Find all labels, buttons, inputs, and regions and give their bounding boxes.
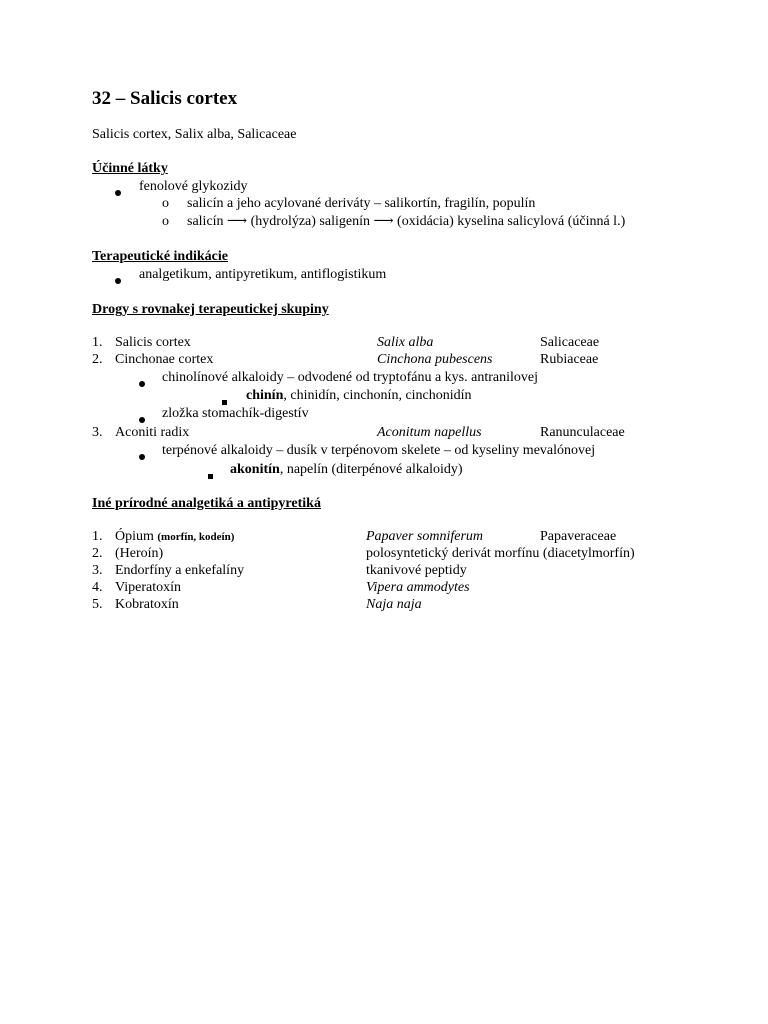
section-heading-indications: Terapeutické indikácie — [92, 249, 228, 264]
substance-source: tkanivové peptidy — [366, 563, 467, 578]
list-item — [230, 461, 463, 478]
list-item: zložka stomachík-digestív — [162, 406, 309, 421]
bullet-icon — [115, 184, 121, 201]
row-number: 4. — [92, 580, 103, 595]
alkaloid-name: akonitín — [230, 462, 280, 477]
substance-label: Ópium — [115, 529, 154, 544]
drug-name: Cinchonae cortex — [115, 352, 214, 367]
circle-bullet-icon: o — [162, 196, 169, 211]
substance-source: Vipera ammodytes — [366, 580, 470, 595]
substance-note: (morfín, kodeín) — [157, 531, 235, 543]
substance-name: Viperatoxín — [115, 580, 182, 595]
plant-name: Cinchona pubescens — [377, 352, 493, 367]
row-number: 1. — [92, 335, 103, 350]
substance-name: (Heroín) — [115, 546, 164, 561]
drug-name: Salicis cortex — [115, 335, 191, 350]
substance-name — [115, 528, 234, 546]
alkaloid-rest: , chinidín, cinchonín, cinchonidín — [283, 388, 472, 403]
document-subtitle: Salicis cortex, Salix alba, Salicaceae — [92, 127, 297, 142]
bullet-icon — [139, 448, 145, 465]
family-name: Ranunculaceae — [540, 425, 625, 440]
alkaloid-name: chinín — [246, 388, 284, 403]
plant-name: Salix alba — [377, 335, 434, 350]
drug-name: Aconiti radix — [115, 425, 190, 440]
section-heading-same-group-drugs: Drogy s rovnakej terapeutickej skupiny — [92, 302, 329, 317]
alkaloid-rest: , napelín (diterpénové alkaloidy) — [279, 462, 463, 477]
substance-source: Naja naja — [366, 597, 422, 612]
section-heading-active-substances: Účinné látky — [92, 161, 168, 176]
list-item: salicín a jeho acylované deriváty – salikortín, fragilín, populín — [187, 196, 536, 211]
substance-name: Kobratoxín — [115, 597, 179, 612]
row-number: 3. — [92, 563, 103, 578]
row-number: 2. — [92, 546, 103, 561]
list-item — [246, 387, 472, 404]
list-item: terpénové alkaloidy – dusík v terpénovom skelete – od kyseliny mevalónovej — [162, 443, 596, 458]
row-number: 2. — [92, 352, 103, 367]
list-item: chinolínové alkaloidy – odvodené od tryptofánu a kys. antranilovej — [162, 370, 538, 385]
row-number: 5. — [92, 597, 103, 612]
document-title: 32 – Salicis cortex — [92, 88, 238, 109]
list-item: fenolové glykozidy — [139, 179, 248, 194]
plant-name: Aconitum napellus — [377, 425, 482, 440]
family-name: Papaveraceae — [540, 529, 617, 544]
family-name: Rubiaceae — [540, 352, 599, 367]
square-bullet-icon — [208, 467, 213, 484]
row-number: 1. — [92, 529, 103, 544]
list-item: analgetikum, antipyretikum, antiflogistikum — [139, 267, 387, 282]
family-name: Salicaceae — [540, 335, 600, 350]
substance-source: polosyntetický derivát morfínu (diacetylmorfín) — [366, 546, 635, 561]
list-item: salicín ⟶ (hydrolýza) saligenín ⟶ (oxidácia) kyselina salicylová (účinná l.) — [187, 214, 626, 229]
substance-name: Endorfíny a enkefalíny — [115, 563, 245, 578]
row-number: 3. — [92, 425, 103, 440]
circle-bullet-icon: o — [162, 214, 169, 229]
bullet-icon — [139, 375, 145, 392]
substance-source: Papaver somniferum — [366, 529, 484, 544]
bullet-icon — [115, 272, 121, 289]
section-heading-other-analgesics: Iné prírodné analgetiká a antipyretiká — [92, 496, 321, 511]
